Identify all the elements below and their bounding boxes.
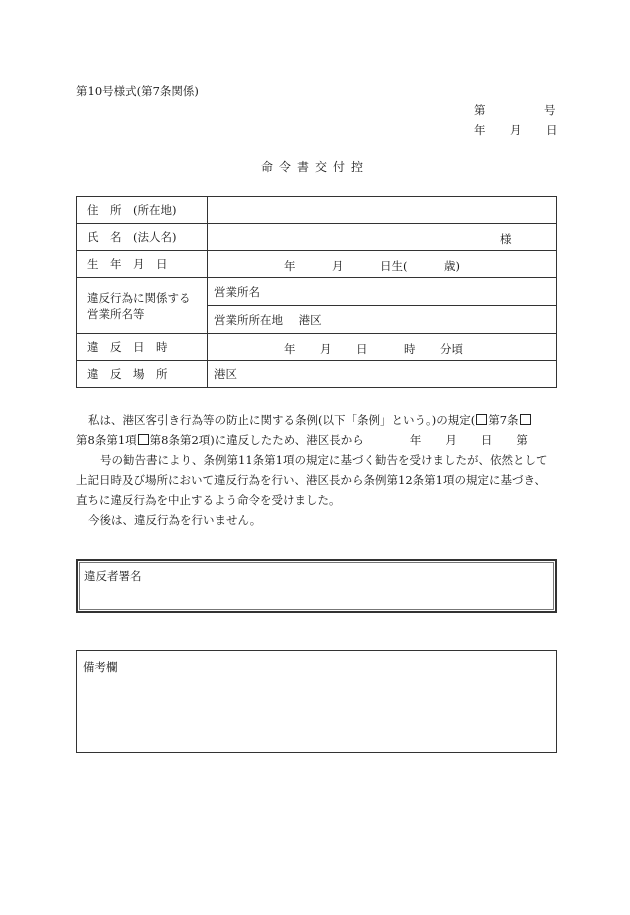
- birth-year: 年: [284, 259, 296, 273]
- article-8-1-checkbox[interactable]: [520, 414, 531, 425]
- document-number-prefix: 第: [474, 103, 486, 117]
- name-field[interactable]: [208, 224, 557, 251]
- statement-line-4: 上記日時及び場所において違反行為を行い、港区長から条例第12条第1項の規定に基づき、: [76, 473, 546, 487]
- notes-box[interactable]: [76, 650, 557, 753]
- birth-age: 歳): [444, 259, 460, 273]
- violation-datetime-label: 違 反 日 時: [77, 334, 208, 361]
- recommendation-day: 日: [480, 433, 493, 447]
- violation-minute: 分頃: [440, 342, 463, 356]
- violation-place-value: 港区: [214, 367, 237, 381]
- name-row: [77, 224, 557, 251]
- violation-hour: 時: [404, 342, 416, 356]
- birth-month: 月: [332, 259, 344, 273]
- violation-place-label: 違 反 場 所: [77, 361, 208, 388]
- statement-line-2-text: 第8条第2項)に違反したため、港区長から: [149, 433, 364, 447]
- name-label: 氏 名 (法人名): [77, 224, 208, 251]
- office-location-value: 港区: [298, 312, 322, 327]
- violation-day: 日: [356, 342, 368, 356]
- statement-line-1: [76, 410, 560, 430]
- violation-place-field[interactable]: [208, 361, 557, 388]
- document-number-suffix: 号: [544, 103, 556, 117]
- recommendation-month: 月: [445, 433, 457, 447]
- issue-date-day: 日: [546, 123, 558, 137]
- article-8-1-label: 第8条第1項: [76, 433, 137, 447]
- article-7-checkbox[interactable]: [476, 414, 487, 425]
- signature-box[interactable]: [76, 559, 557, 613]
- form-number: 第10号様式(第7条関係): [76, 84, 199, 98]
- related-business-label: [77, 278, 208, 334]
- statement-line-2: [76, 430, 560, 450]
- issue-date-year: 年: [474, 123, 486, 137]
- document-title: 命令書交付控: [260, 160, 369, 174]
- name-honorific: 様: [500, 232, 512, 246]
- violation-year: 年: [284, 342, 296, 356]
- address-row: [77, 197, 557, 224]
- violator-info-table: [76, 196, 557, 388]
- violation-month: 月: [320, 342, 332, 356]
- office-name-field[interactable]: [208, 278, 557, 306]
- issue-date-month: 月: [510, 123, 522, 137]
- address-label: 住 所 (所在地): [77, 197, 208, 224]
- violation-place-row: [77, 361, 557, 388]
- statement-line-1-text: 私は、港区客引き行為等の防止に関する条例(以下「条例」という。)の規定(: [88, 413, 476, 427]
- statement-line-5: 直ちに違反行為を中止するよう命令を受けました。: [76, 493, 341, 507]
- office-location-label: 営業所所在地: [214, 312, 283, 327]
- recommendation-number-prefix: 第: [516, 433, 528, 447]
- violation-datetime-row: [77, 334, 557, 361]
- office-name-label: 営業所名: [214, 284, 260, 299]
- signature-label: 違反者署名: [84, 569, 142, 583]
- statement-line-3: 号の勧告書により、条例第11条第1項の規定に基づく勧告を受けましたが、依然として: [100, 453, 548, 467]
- notes-label: 備考欄: [83, 660, 118, 674]
- violation-datetime-field[interactable]: [208, 334, 557, 361]
- article-8-2-checkbox[interactable]: [138, 434, 149, 445]
- office-location-field[interactable]: [208, 306, 557, 334]
- birthdate-row: [77, 251, 557, 278]
- related-business-label-line1: 違反行為に関係する: [87, 290, 191, 305]
- address-field[interactable]: [208, 197, 557, 224]
- statement-line-6: 今後は、違反行為を行いません。: [88, 513, 262, 527]
- office-name-row: [77, 278, 557, 306]
- birth-day: 日生(: [380, 259, 408, 273]
- recommendation-year: 年: [409, 433, 422, 447]
- birthdate-field[interactable]: [208, 251, 557, 278]
- birthdate-label: 生 年 月 日: [77, 251, 208, 278]
- related-business-label-line2: 営業所名等: [87, 306, 145, 321]
- article-7-label: 第7条: [488, 413, 519, 427]
- statement-text: [76, 410, 560, 530]
